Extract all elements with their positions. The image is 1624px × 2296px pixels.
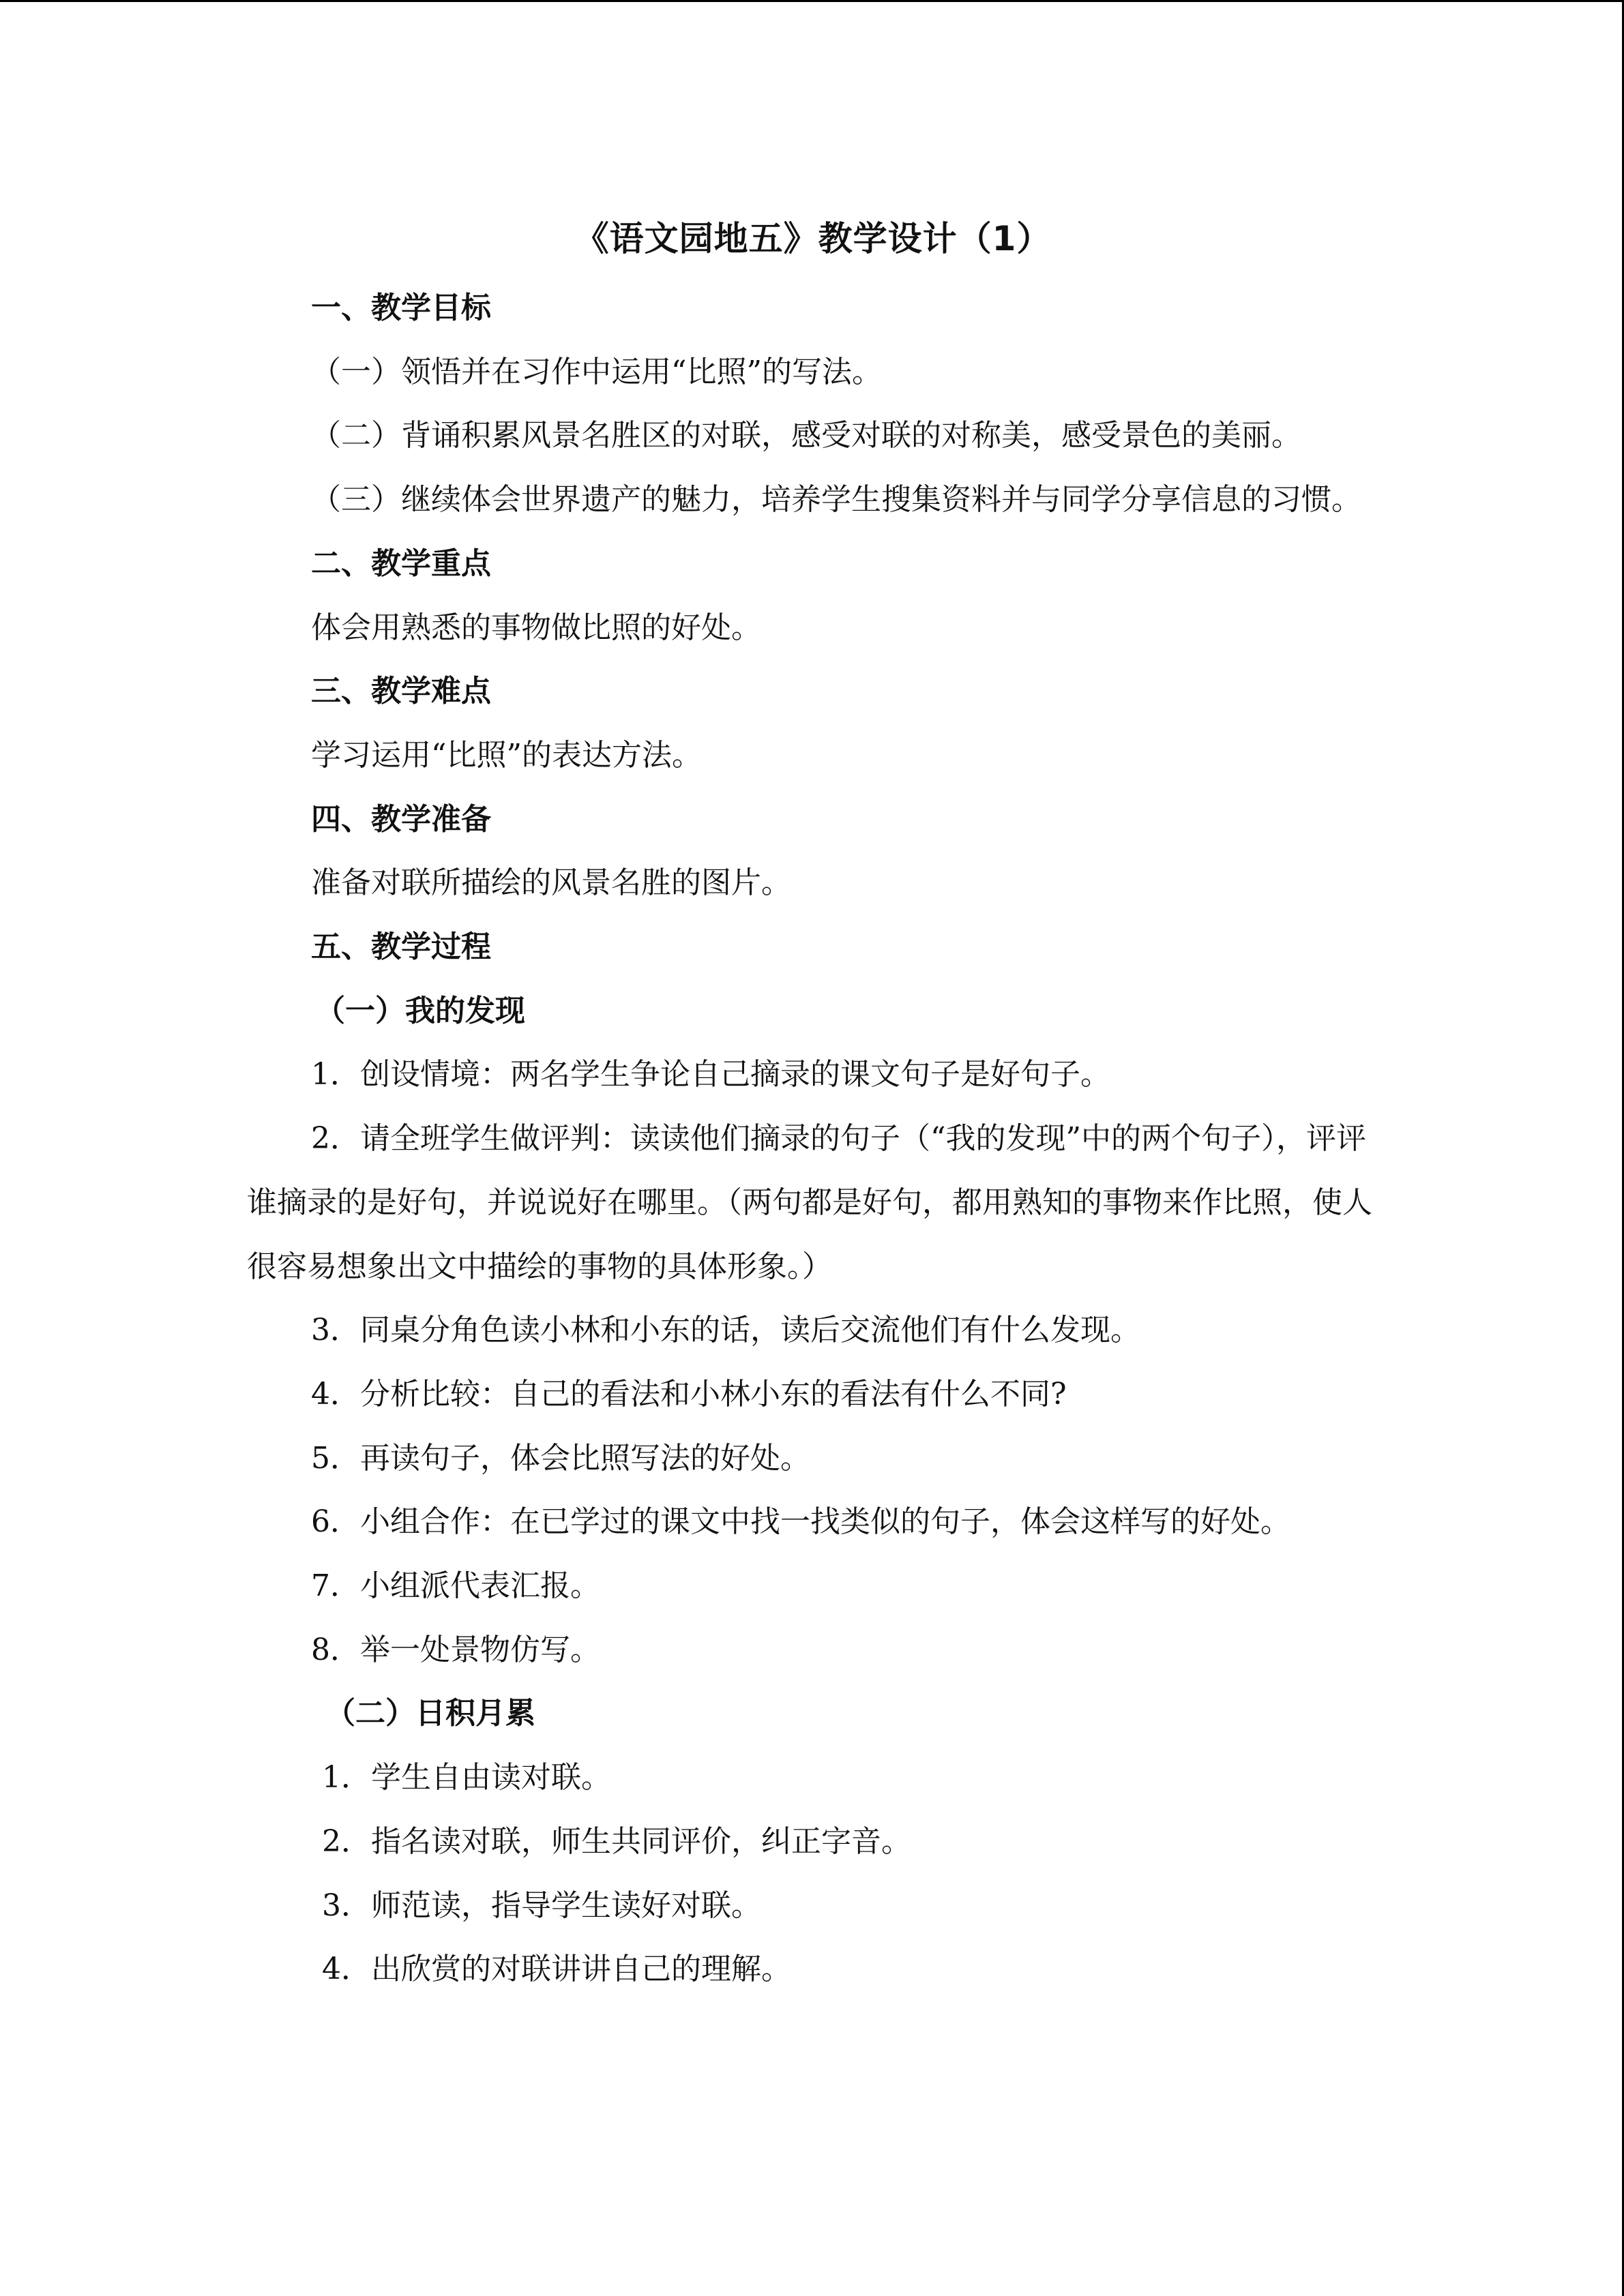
section-heading-key: 二、教学重点 bbox=[311, 546, 491, 581]
document-title: 《语文园地五》教学设计（1） bbox=[574, 219, 1052, 258]
goal-3: （三）继续体会世界遗产的魅力，培养学生搜集资料并与同学分享信息的习惯。 bbox=[311, 482, 1361, 518]
accumulate-step-3: 3．师范读，指导学生读好对联。 bbox=[322, 1888, 761, 1923]
difficulty-text: 学习运用“比照”的表达方法。 bbox=[311, 737, 702, 773]
accumulate-step-2: 2．指名读对联，师生共同评价，纠正字音。 bbox=[322, 1823, 911, 1859]
accumulate-step-1: 1．学生自由读对联。 bbox=[322, 1760, 611, 1795]
discovery-step-5: 5．再读句子，体会比照写法的好处。 bbox=[311, 1440, 810, 1476]
discovery-step-1: 1．创设情境：两名学生争论自己摘录的课文句子是好句子。 bbox=[311, 1057, 1110, 1092]
section-heading-preparation: 四、教学准备 bbox=[311, 801, 491, 837]
section-heading-process: 五、教学过程 bbox=[311, 929, 491, 965]
section-heading-goals: 一、教学目标 bbox=[311, 290, 491, 325]
discovery-step-4: 4．分析比较：自己的看法和小林小东的看法有什么不同? bbox=[311, 1376, 1067, 1412]
document-page bbox=[247, 211, 1379, 2001]
discovery-step-8: 8．举一处景物仿写。 bbox=[311, 1632, 600, 1667]
discovery-step-6: 6．小组合作：在已学过的课文中找一找类似的句子，体会这样写的好处。 bbox=[311, 1504, 1290, 1540]
section-heading-difficulty: 三、教学难点 bbox=[311, 674, 491, 709]
discovery-step-7: 7．小组派代表汇报。 bbox=[311, 1568, 600, 1604]
discovery-step-2: 2．请全班学生做评判：读读他们摘录的句子（“我的发现”中的两个句子），评评谁摘录的是好句，并说说好在哪里。（两句都是好句，都用熟知的事物来作比照，使人很容易想象出文中描绘的事物的具体形象。） bbox=[247, 1121, 1372, 1284]
subsection-heading-accumulate: （二）日积月累 bbox=[325, 1696, 535, 1731]
goal-1: （一）领悟并在习作中运用“比照”的写法。 bbox=[311, 354, 882, 389]
top-border bbox=[0, 0, 1624, 2]
subsection-heading-discovery: （一）我的发现 bbox=[315, 993, 525, 1028]
goal-2: （二）背诵积累风景名胜区的对联，感受对联的对称美，感受景色的美丽。 bbox=[311, 418, 1301, 453]
accumulate-step-4: 4．出欣赏的对联讲讲自己的理解。 bbox=[322, 1952, 791, 1987]
discovery-step-3: 3．同桌分角色读小林和小东的话，读后交流他们有什么发现。 bbox=[311, 1313, 1140, 1348]
key-point-text: 体会用熟悉的事物做比照的好处。 bbox=[311, 610, 761, 645]
preparation-text: 准备对联所描绘的风景名胜的图片。 bbox=[311, 865, 791, 901]
